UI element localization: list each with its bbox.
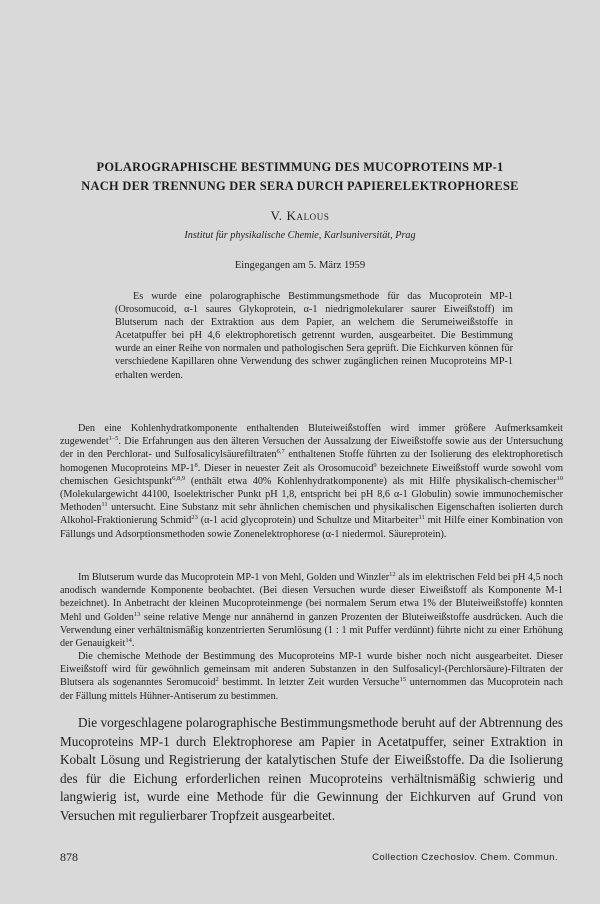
citation: 13	[133, 610, 141, 618]
article-title	[40, 158, 560, 196]
citation: 14	[125, 637, 132, 645]
abstract: Es wurde eine polarographische Bestimmungsmethode für das Mucoprotein MP-1 (Orosomucoid, α-1 saures Glykoprotein, α-1 niedrigmolekularer saurer Eiweißstoff) im Blutserum nach der Extraktion aus dem Papier, an welchem die Serumeiweißstoffe in Acetatpuffer bei pH 4,6 elektrophoretisch getrennt wurden, ausgearbeitet. Die Bestimmung wurde an einer Reihe von normalen und pathologischen Sera geprüft. Die Eichkurven können für verschiedene Kapillaren ohne Verwendung des schwer zugänglichen reinen Mucoproteins MP-1 erhalten werden.	[115, 291, 513, 381]
paragraph-4: Die vorgeschlagene polarographische Bestimmungsmethode beruht auf der Abtrennung des Mucoproteins MP-1 durch Elektrophorese am Papier in Acetatpuffer, seiner Extraktion in Kobalt Lösung und Registrierung der katalytischen Stufe der Eiweißstoffe. Da die Isolierung des für die Eichung erforderlichen reinen Mucoproteins verhältnismäßig schwierig und langwierig ist, wurde eine Methode für die Gewinnung der Eichkurven auf Grund von Versuchen mit regulierbarer Tropfzeit ausgearbeitet.	[60, 715, 563, 823]
page-number: 878	[60, 850, 78, 864]
paragraph-3: Die chemische Methode der Bestimmung des Mucoproteins MP-1 wurde bisher noch nicht ausgearbeitet. Dieser Eiweißstoff wird für gewöhnlich gemeinsam mit anderen Substanzen in den Sulfosalicyl-(Perchlorsäure)-Filtraten der Blutsera als sogenanntes Seromucoid$^2$ bestimmt. In letzter Zeit wurden Versuche$^{15}$ unternommen das Mucoprotein nach der Fällung mittels Hühner-Antiserum zu bestimmen.	[60, 651, 563, 702]
author-affiliation: Institut für physikalische Chemie, Karlsuniversität, Prag	[184, 230, 416, 241]
citation: 6,8,9	[172, 474, 186, 482]
author-initial: V.	[270, 208, 287, 223]
title-line-1: POLAROGRAPHISCHE BESTIMMUNG DES MUCOPROTEINS MP-1	[96, 160, 504, 174]
paragraph-1: Den eine Kohlenhydratkomponente enthaltenden Bluteiweißstoffen wird immer größere Aufmerksamkeit zugewendet$^{1-5}$. Die Erfahrungen aus den älteren Versuchen der Aussalzung der Eiweißstoffe sowie aus der Untersuchung der in den Perchlorat- und Sulfosalicylsäurefiltraten$^{6,7}$ enthaltenen Stoffe führten zu der Isolierung des elektrophoretisch homogenen Mucoproteins $MP-1^8$. Dieser in neuester Zeit als Orosomucoid$^9$ bezeichnete Eiweißstoff wurde sowohl vom chemischen Gesichtspunkt$^{6,8,9}$ (enthält etwa 40% Kohlenhydratkomponente) als mit Hilfe physikalisch-chemischer$^{10}$ (Molekulargewicht 44100, Isoelektrischer Punkt pH 1,8, entspricht bei pH 8,6 α-1 Globulin) sowie immunochemischer Methoden$^{11}$ untersucht. Eine Substanz mit sehr ähnlichen chemischen und physikalischen Eigenschaften isolierten durch Alkohol-Fraktionierung Schmid$^{23}$ (α-1 acid glycoprotein) und Schultze und Mitarbeiter$^{11}$ mit Hilfe einer Kombination von Fällungs und Adsorptionsmethoden sowie Zonenelektrophorese (α-1 niedermol. Säureprotein).	[60, 423, 564, 540]
citation: 2	[215, 676, 219, 684]
author-name	[0, 208, 600, 224]
citation: 8	[194, 461, 198, 469]
citation: 11	[101, 501, 108, 509]
citation: 11	[418, 514, 425, 522]
journal-name: Collection Czechoslov. Chem. Commun.	[372, 852, 558, 863]
author-surname: Kalous	[286, 208, 330, 223]
citation: 10	[556, 474, 563, 482]
citation: 23	[191, 514, 198, 522]
citation: 15	[399, 676, 407, 684]
received-date: Eingegangen am 5. März 1959	[234, 260, 366, 271]
paragraph-2: Im Blutserum wurde das Mucoprotein MP-1 von Mehl, Golden und Winzler$^{12}$ als im elektrischen Feld bei pH 4,5 noch anodisch wandernde Komponente beobachtet. (Bei diesen Versuchen wurde dieser Eiweißstoff als Komponente M-1 bezeichnet). In Anbetracht der kleinen Mucoproteinmenge (bei normalem Serum etwa 1% der Bluteiweißstoffe) konnten Mehl und Golden$^{13}$ seine relative Menge nur annähernd in ganzen Prozenten der Bluteiweißstoffe ausdrücken. Auch die Verwendung einer verhältnismäßig konzentrierten Serumlösung (1 : 1 mit Puffer verdünnt) führte nicht zu einer Erhöhung der Genauigkeit$^{14}$.	[60, 571, 563, 650]
citation: 9	[373, 461, 377, 469]
citation: 6,7	[276, 448, 285, 456]
citation: 12	[389, 571, 396, 578]
title-line-2: NACH DER TRENNUNG DER SERA DURCH PAPIERELEKTROPHORESE	[81, 179, 519, 193]
citation: 1–5	[108, 435, 119, 443]
